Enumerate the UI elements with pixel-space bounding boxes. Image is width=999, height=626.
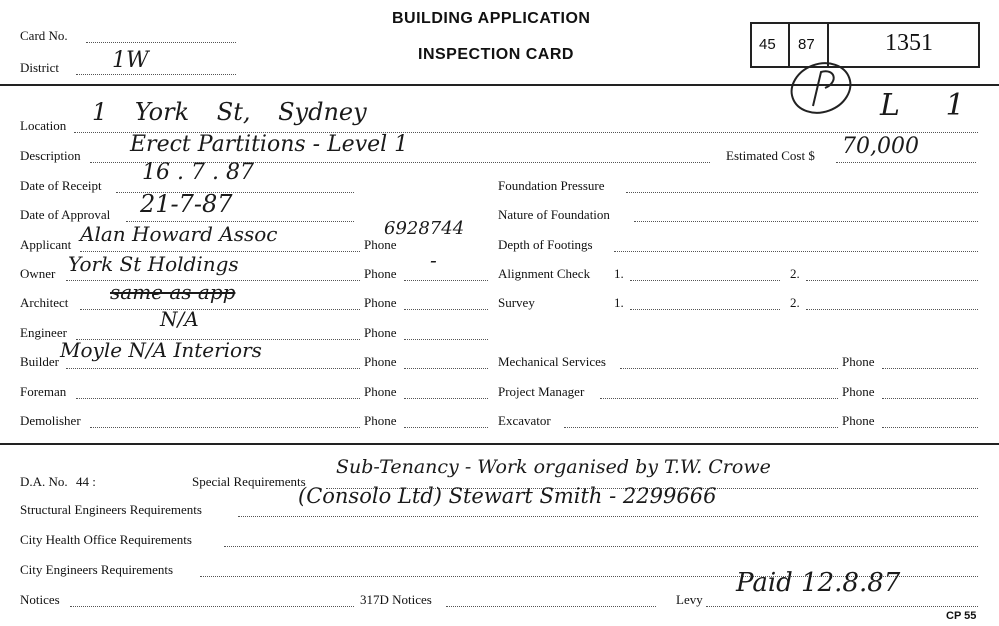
excavator-phone-label: Phone: [842, 413, 875, 428]
owner-phone-line: [404, 280, 488, 281]
project-manager-label: Project Manager: [498, 384, 585, 399]
project-manager-line: [600, 398, 838, 399]
location-value: 1 York St, Sydney: [92, 98, 367, 126]
owner-label: Owner: [20, 266, 56, 281]
card-number: 1351: [885, 30, 933, 56]
excavator-line: [564, 427, 838, 428]
architect-label: Architect: [20, 295, 69, 310]
architect-value: same as app: [110, 280, 236, 304]
survey-1-line: [630, 309, 780, 310]
levy-label: Levy: [676, 592, 703, 607]
nature-of-foundation-line: [634, 221, 978, 222]
notices-line: [70, 606, 354, 607]
box-a-value: 45: [759, 36, 776, 53]
builder-label: Builder: [20, 354, 59, 369]
depth-of-footings-line: [614, 251, 978, 252]
circled-p-mark: [785, 58, 865, 120]
card-no-line: [86, 42, 236, 43]
structural-requirements-label: Structural Engineers Requirements: [20, 502, 202, 517]
engineer-value: N/A: [160, 307, 199, 331]
structural-requirements-value: (Consolo Ltd) Stewart Smith - 2299666: [298, 484, 717, 508]
architect-line: [80, 309, 360, 310]
alignment-check-1-line: [630, 280, 780, 281]
alignment-check-1-label: 1.: [614, 266, 624, 281]
receipt-value: 16 . 7 . 87: [142, 160, 254, 185]
description-label: Description: [20, 148, 81, 163]
foundation-pressure-line: [626, 192, 978, 193]
applicant-phone-label: Phone: [364, 237, 397, 252]
city-health-line: [224, 546, 978, 547]
middle-rule: [0, 443, 999, 445]
mechanical-services-phone-line: [882, 368, 978, 369]
survey-2-label: 2.: [790, 295, 800, 310]
owner-value: York St Holdings: [68, 252, 239, 276]
estimated-cost-value: 70,000: [842, 134, 919, 159]
engineer-phone-line: [404, 339, 488, 340]
excavator-label: Excavator: [498, 413, 551, 428]
foreman-label: Foreman: [20, 384, 67, 399]
builder-line: [66, 368, 360, 369]
applicant-value: Alan Howard Assoc: [80, 222, 278, 246]
survey-2-line: [806, 309, 978, 310]
estimated-cost-line: [836, 162, 976, 163]
builder-value: Moyle N/A Interiors: [60, 338, 262, 362]
structural-requirements-line: [238, 516, 978, 517]
engineer-phone-label: Phone: [364, 325, 397, 340]
notices-label: Notices: [20, 592, 60, 607]
mechanical-services-line: [620, 368, 838, 369]
district-line: [76, 74, 236, 75]
foreman-line: [76, 398, 360, 399]
owner-phone-label: Phone: [364, 266, 397, 281]
survey-label: Survey: [498, 295, 535, 310]
notices-317d-line: [446, 606, 656, 607]
excavator-phone-line: [882, 427, 978, 428]
title-line2: INSPECTION CARD: [418, 46, 574, 63]
box-b-value: 87: [798, 36, 815, 53]
alignment-check-label: Alignment Check: [498, 266, 591, 281]
receipt-label: Date of Receipt: [20, 178, 102, 193]
special-requirements-label: Special Requirements: [192, 474, 306, 489]
project-manager-phone-line: [882, 398, 978, 399]
nature-of-foundation-label: Nature of Foundation: [498, 207, 610, 222]
district-label: District: [20, 60, 59, 75]
card-no-label: Card No.: [20, 28, 68, 43]
da-no-value: 44 :: [76, 474, 96, 489]
levy-line: [706, 606, 978, 607]
location-label: Location: [20, 118, 67, 133]
survey-1-label: 1.: [614, 295, 624, 310]
foreman-phone-line: [404, 398, 488, 399]
demolisher-phone-label: Phone: [364, 413, 397, 428]
city-engineers-label: City Engineers Requirements: [20, 562, 174, 577]
mechanical-services-phone-label: Phone: [842, 354, 875, 369]
header-rule: [0, 84, 999, 86]
project-manager-phone-label: Phone: [842, 384, 875, 399]
demolisher-line: [90, 427, 360, 428]
special-requirements-value: Sub-Tenancy - Work organised by T.W. Crowe: [336, 456, 771, 478]
foreman-phone-label: Phone: [364, 384, 397, 399]
foundation-pressure-label: Foundation Pressure: [498, 178, 605, 193]
owner-phone-value: -: [430, 248, 437, 272]
demolisher-phone-line: [404, 427, 488, 428]
da-no-label: D.A. No.: [20, 474, 68, 489]
title-line1: BUILDING APPLICATION: [392, 10, 591, 27]
applicant-label: Applicant: [20, 237, 72, 252]
form-code: CP 55: [946, 610, 977, 622]
applicant-phone-value: 6928744: [384, 218, 465, 239]
architect-phone-line: [404, 309, 488, 310]
depth-of-footings-label: Depth of Footings: [498, 237, 593, 252]
approval-value: 21-7-87: [140, 190, 233, 218]
approval-label: Date of Approval: [20, 207, 111, 222]
district-value: 1W: [112, 48, 149, 73]
levy-value: Paid 12.8.87: [736, 568, 901, 598]
architect-phone-label: Phone: [364, 295, 397, 310]
mechanical-services-label: Mechanical Services: [498, 354, 606, 369]
alignment-check-2-label: 2.: [790, 266, 800, 281]
notices-317d-label: 317D Notices: [360, 592, 432, 607]
top-right-annotation: L 1: [880, 88, 983, 123]
demolisher-label: Demolisher: [20, 413, 81, 428]
estimated-cost-label: Estimated Cost $: [726, 148, 815, 163]
builder-phone-line: [404, 368, 488, 369]
builder-phone-label: Phone: [364, 354, 397, 369]
city-health-label: City Health Office Requirements: [20, 532, 192, 547]
description-value: Erect Partitions - Level 1: [130, 132, 409, 157]
engineer-label: Engineer: [20, 325, 67, 340]
alignment-check-2-line: [806, 280, 978, 281]
